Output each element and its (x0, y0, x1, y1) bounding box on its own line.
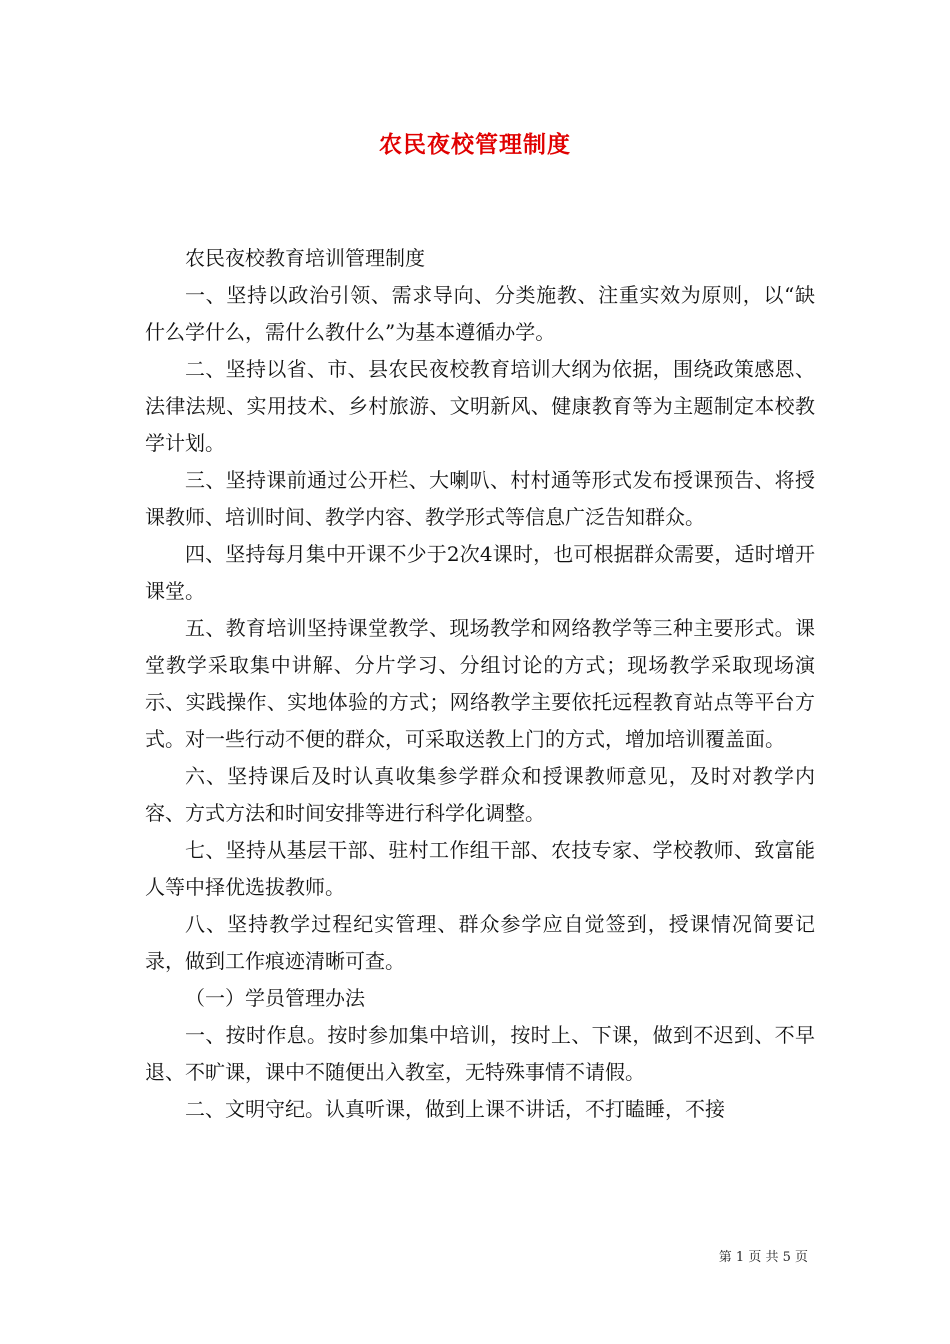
paragraph: 五、教育培训坚持课堂教学、现场教学和网络教学等三种主要形式。课堂教学采取集中讲解、分片学习、分组讨论的方式；现场教学采取现场演示、实践操作、实地体验的方式；网络教学主要依托远程教育站点等平台方式。对一些行动不便的群众，可采取送教上门的方式，增加培训覆盖面。 (145, 616, 815, 751)
paragraph: 二、坚持以省、市、县农民夜校教育培训大纲为依据，围绕政策感恩、法律法规、实用技术、乡村旅游、文明新风、健康教育等为主题制定本校教学计划。 (145, 357, 815, 455)
document-title: 农民夜校管理制度 (379, 131, 571, 158)
paragraph: 六、坚持课后及时认真收集参学群众和授课教师意见，及时对教学内容、方式方法和时间安排等进行科学化调整。 (145, 764, 815, 825)
section-heading: （一）学员管理办法 (185, 986, 365, 1010)
paragraph: 二、文明守纪。认真听课，做到上课不讲话，不打瞌睡，不接 (185, 1097, 725, 1121)
paragraph: 一、按时作息。按时参加集中培训，按时上、下课，做到不迟到、不早退、不旷课，课中不随便出入教室，无特殊事情不请假。 (145, 1023, 815, 1084)
document-subtitle: 农民夜校教育培训管理制度 (185, 246, 425, 270)
paragraph: 一、坚持以政治引领、需求导向、分类施教、注重实效为原则，以“缺什么学什么，需什么教什么”为基本遵循办学。 (145, 283, 815, 344)
paragraph: 四、坚持每月集中开课不少于2次4课时，也可根据群众需要，适时增开课堂。 (145, 542, 815, 603)
paragraph: 七、坚持从基层干部、驻村工作组干部、农技专家、学校教师、致富能人等中择优选拔教师。 (145, 838, 815, 899)
paragraph: 三、坚持课前通过公开栏、大喇叭、村村通等形式发布授课预告、将授课教师、培训时间、教学内容、教学形式等信息广泛告知群众。 (145, 468, 815, 529)
page-number: 第 1 页 共 5 页 (718, 1250, 808, 1265)
document-body (145, 240, 815, 1128)
paragraph: 八、坚持教学过程纪实管理、群众参学应自觉签到，授课情况简要记录，做到工作痕迹清晰可查。 (145, 912, 815, 973)
